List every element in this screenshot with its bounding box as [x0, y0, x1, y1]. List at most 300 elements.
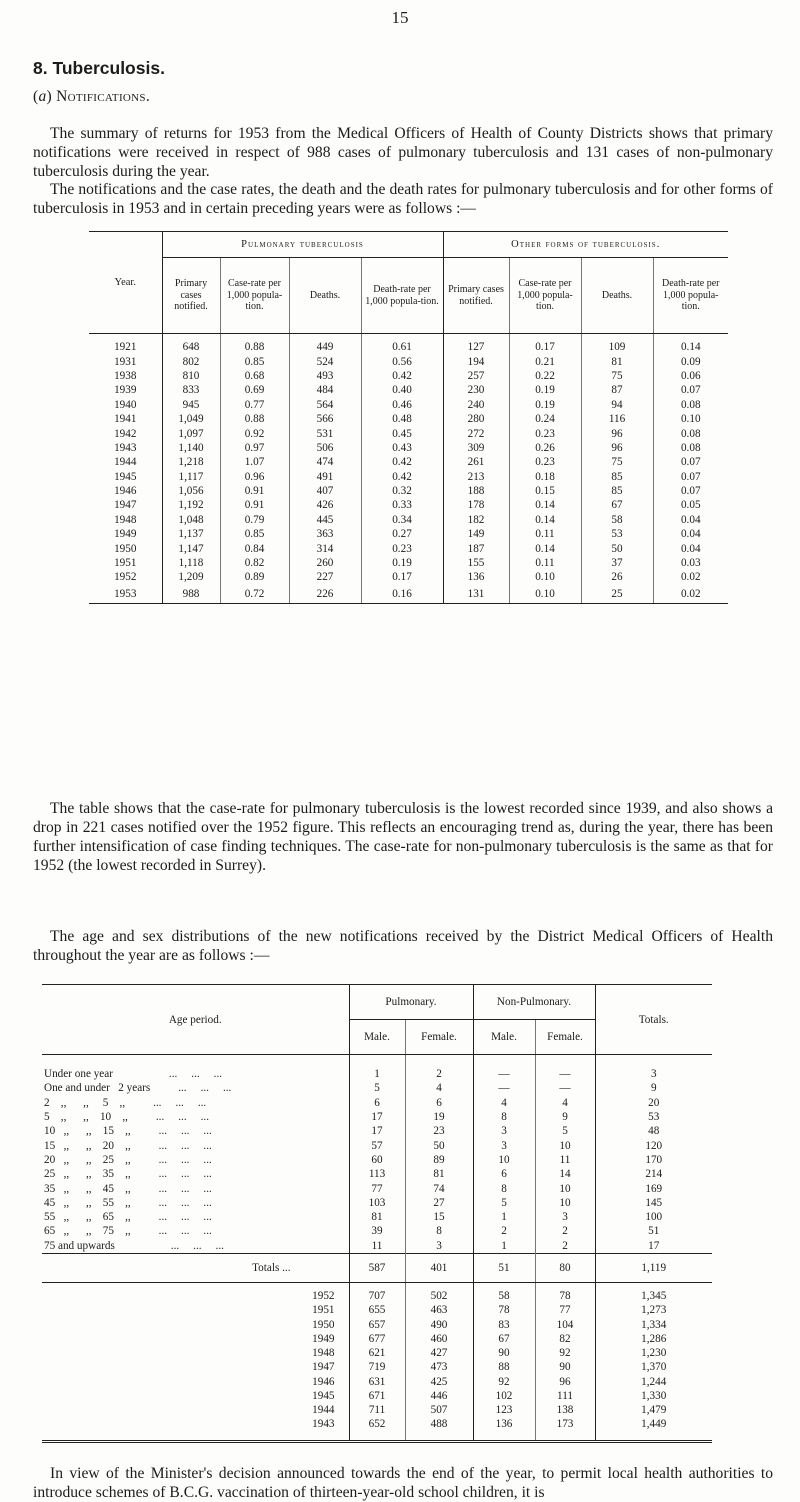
count-cell: 446 — [405, 1389, 473, 1403]
age-row — [42, 1153, 712, 1167]
value-cell: 96 — [581, 426, 653, 440]
value-cell: 0.14 — [509, 513, 581, 527]
value-cell: 67 — [581, 498, 653, 512]
value-cell: 0.14 — [509, 498, 581, 512]
value-cell: 0.19 — [509, 383, 581, 397]
year-cell: 1939 — [114, 384, 137, 397]
value-cell: 0.18 — [509, 470, 581, 484]
year-cell: 1931 — [114, 355, 137, 368]
value-cell: 0.88 — [220, 340, 289, 354]
value-cell: 0.07 — [653, 470, 728, 484]
section-title: 8. Tuberculosis. — [33, 58, 165, 78]
count-cell: 677 — [349, 1332, 405, 1346]
value-cell: 0.14 — [509, 541, 581, 555]
count-cell: 92 — [473, 1375, 535, 1389]
value-cell: 988 — [162, 585, 220, 604]
pulmonary-male-header: Male. — [349, 1020, 405, 1055]
value-cell: 53 — [581, 527, 653, 541]
value-cell: 484 — [289, 383, 361, 397]
value-cell: 0.08 — [653, 441, 728, 455]
count-cell: 425 — [405, 1375, 473, 1389]
value-cell: 0.45 — [361, 426, 443, 440]
count-cell: 1,334 — [595, 1317, 712, 1331]
value-cell: 1,097 — [162, 426, 220, 440]
age-row — [42, 1067, 712, 1081]
value-cell: 0.11 — [509, 527, 581, 541]
count-cell: 78 — [473, 1303, 535, 1317]
value-cell: 0.79 — [220, 513, 289, 527]
value-cell: 227 — [289, 570, 361, 584]
age-period-cell: Under one year ... ... ... — [44, 1068, 223, 1081]
value-cell: 0.21 — [509, 354, 581, 368]
count-cell: 1,330 — [595, 1389, 712, 1403]
totals-cell: 51 — [473, 1253, 535, 1282]
age-row — [42, 1096, 712, 1110]
value-cell: 0.04 — [653, 527, 728, 541]
age-period-cell: 75 and upwards ... ... ... — [44, 1239, 224, 1252]
year-row — [42, 1317, 712, 1331]
count-cell: 490 — [405, 1317, 473, 1331]
value-cell: 0.40 — [361, 383, 443, 397]
age-period-cell: 55 ,, ,, 65 ,, ... ... ... — [44, 1211, 212, 1224]
table1-row — [89, 354, 728, 368]
value-cell: 0.16 — [361, 585, 443, 604]
value-cell: 945 — [162, 398, 220, 412]
count-cell: 19 — [405, 1110, 473, 1124]
year-cell: 1947 — [312, 1361, 335, 1374]
value-cell: 1,118 — [162, 556, 220, 570]
count-cell: 502 — [405, 1289, 473, 1303]
value-cell: 0.17 — [509, 340, 581, 354]
age-period-cell: 15 ,, ,, 20 ,, ... ... ... — [44, 1139, 212, 1152]
totals-header: Totals. — [595, 985, 712, 1055]
count-cell: 74 — [405, 1181, 473, 1195]
value-cell: 213 — [443, 470, 509, 484]
value-cell: 0.23 — [361, 541, 443, 555]
value-cell: 0.19 — [509, 398, 581, 412]
value-cell: 0.69 — [220, 383, 289, 397]
value-cell: 0.14 — [653, 340, 728, 354]
count-cell: 27 — [405, 1196, 473, 1210]
value-cell: 0.42 — [361, 455, 443, 469]
year-cell: 1944 — [114, 456, 137, 469]
table1-row — [89, 527, 728, 541]
tuberculosis-rates-table — [89, 231, 728, 604]
value-cell: 155 — [443, 556, 509, 570]
count-cell: 427 — [405, 1346, 473, 1360]
value-cell: 0.85 — [220, 354, 289, 368]
count-cell: 1,286 — [595, 1332, 712, 1346]
value-cell: 314 — [289, 541, 361, 555]
age-period-cell: 20 ,, ,, 25 ,, ... ... ... — [44, 1153, 212, 1166]
count-cell: 2 — [473, 1224, 535, 1238]
table1-row — [89, 441, 728, 455]
other-forms-group-header: Other forms of tuberculosis. — [443, 232, 728, 258]
age-period-cell: 45 ,, ,, 55 ,, ... ... ... — [44, 1196, 212, 1209]
year-cell: 1950 — [312, 1318, 335, 1331]
paragraph-bcg: In view of the Minister's decision announced towards the end of the year, to permit local health authorities to introduce schemes of B.C.G. vaccination of thirteen-year-old school children, it is — [33, 1465, 773, 1501]
value-cell: 0.33 — [361, 498, 443, 512]
year-cell: 1949 — [114, 528, 137, 541]
count-cell: 2 — [535, 1224, 595, 1238]
count-cell: 8 — [473, 1110, 535, 1124]
count-cell: 96 — [535, 1375, 595, 1389]
count-cell: 123 — [473, 1403, 535, 1417]
value-cell: 149 — [443, 527, 509, 541]
count-cell: 2 — [535, 1239, 595, 1254]
table1-row — [89, 412, 728, 426]
value-cell: 0.23 — [509, 455, 581, 469]
count-cell: 507 — [405, 1403, 473, 1417]
table1-row — [89, 470, 728, 484]
count-cell: — — [473, 1081, 535, 1095]
table1-row — [89, 585, 728, 604]
count-cell: 103 — [349, 1196, 405, 1210]
value-cell: 280 — [443, 412, 509, 426]
count-cell: 100 — [595, 1210, 712, 1224]
count-cell: 4 — [535, 1096, 595, 1110]
count-cell: 671 — [349, 1389, 405, 1403]
count-cell: 6 — [405, 1096, 473, 1110]
count-cell: 1,244 — [595, 1375, 712, 1389]
value-cell: 0.97 — [220, 441, 289, 455]
count-cell: 90 — [535, 1360, 595, 1374]
age-period-cell: 65 ,, ,, 75 ,, ... ... ... — [44, 1225, 212, 1238]
count-cell: 104 — [535, 1317, 595, 1331]
count-cell: 113 — [349, 1167, 405, 1181]
value-cell: 0.02 — [653, 570, 728, 584]
value-cell: 37 — [581, 556, 653, 570]
value-cell: 75 — [581, 369, 653, 383]
value-cell: 0.84 — [220, 541, 289, 555]
count-cell: 67 — [473, 1332, 535, 1346]
age-period-cell: 2 ,, ,, 5 ,, ... ... ... — [44, 1096, 207, 1109]
col-death-rate: Death-rate per 1,000 popula-tion. — [361, 258, 443, 334]
table1-row — [89, 455, 728, 469]
value-cell: 524 — [289, 354, 361, 368]
value-cell: 0.48 — [361, 412, 443, 426]
value-cell: 802 — [162, 354, 220, 368]
count-cell: 5 — [349, 1081, 405, 1095]
count-cell: 1,273 — [595, 1303, 712, 1317]
value-cell: 0.56 — [361, 354, 443, 368]
count-cell: 655 — [349, 1303, 405, 1317]
year-row — [42, 1289, 712, 1303]
year-row — [42, 1303, 712, 1317]
count-cell: 9 — [535, 1110, 595, 1124]
count-cell: 15 — [405, 1210, 473, 1224]
count-cell: 8 — [473, 1181, 535, 1195]
value-cell: 178 — [443, 498, 509, 512]
count-cell: 88 — [473, 1360, 535, 1374]
count-cell: 14 — [535, 1167, 595, 1181]
age-row — [42, 1167, 712, 1181]
age-period-cell: 5 ,, ,, 10 ,, ... ... ... — [44, 1111, 210, 1124]
value-cell: 272 — [443, 426, 509, 440]
count-cell: 3 — [405, 1239, 473, 1254]
count-cell: 5 — [473, 1196, 535, 1210]
count-cell: 10 — [535, 1138, 595, 1152]
count-cell: 81 — [405, 1167, 473, 1181]
col-deaths: Deaths. — [289, 258, 361, 334]
paragraph-notifications: The notifications and the case rates, the death and the death rates for pulmonary tuberculosis and for other forms of tuberculosis in 1953 and in certain preceding years were as follows :— — [33, 181, 773, 217]
count-cell: 5 — [535, 1124, 595, 1138]
value-cell: 0.22 — [509, 369, 581, 383]
count-cell: 111 — [535, 1389, 595, 1403]
count-cell: 10 — [535, 1181, 595, 1195]
count-cell: 719 — [349, 1360, 405, 1374]
year-cell: 1951 — [312, 1304, 335, 1317]
count-cell: 17 — [349, 1124, 405, 1138]
paragraph-age-sex: The age and sex distributions of the new notifications received by the District Medical Officers of Health throughout the year are as follows :— — [33, 928, 773, 964]
value-cell: 0.24 — [509, 412, 581, 426]
age-period-cell: 25 ,, ,, 35 ,, ... ... ... — [44, 1168, 212, 1181]
value-cell: 0.06 — [653, 369, 728, 383]
value-cell: 182 — [443, 513, 509, 527]
non-pulmonary-header: Non-Pulmonary. — [473, 985, 595, 1020]
value-cell: 261 — [443, 455, 509, 469]
age-row — [42, 1138, 712, 1152]
value-cell: 0.72 — [220, 585, 289, 604]
age-period-cell: One and under 2 years ... ... ... — [44, 1082, 232, 1095]
value-cell: 0.77 — [220, 398, 289, 412]
year-cell: 1947 — [114, 499, 137, 512]
value-cell: 1,056 — [162, 484, 220, 498]
value-cell: 0.26 — [509, 441, 581, 455]
count-cell: 3 — [473, 1124, 535, 1138]
value-cell: 426 — [289, 498, 361, 512]
col-other-death-rate: Death-rate per 1,000 popula-tion. — [653, 258, 728, 334]
table1-row — [89, 556, 728, 570]
table1-row — [89, 398, 728, 412]
value-cell: 0.07 — [653, 383, 728, 397]
value-cell: 0.07 — [653, 455, 728, 469]
value-cell: 493 — [289, 369, 361, 383]
value-cell: 0.07 — [653, 484, 728, 498]
count-cell: 89 — [405, 1153, 473, 1167]
value-cell: 240 — [443, 398, 509, 412]
page-number: 15 — [391, 8, 409, 27]
value-cell: 0.46 — [361, 398, 443, 412]
value-cell: 648 — [162, 340, 220, 354]
paragraph-analysis: The table shows that the case-rate for pulmonary tuberculosis is the lowest recorded since 1939, and also shows a drop in 221 cases notified over the 1952 figure. This reflects an encouraging trend as, during the year, there has been further intensification of case finding techniques. The case-rate for non-pulmonary tuberculosis is the same as that for 1952 (the lowest recorded in Surrey). — [33, 800, 773, 874]
count-cell: 214 — [595, 1167, 712, 1181]
year-cell: 1943 — [312, 1417, 335, 1430]
year-cell: 1949 — [312, 1332, 335, 1345]
count-cell: 169 — [595, 1181, 712, 1195]
count-cell: 3 — [473, 1138, 535, 1152]
count-cell: 8 — [405, 1224, 473, 1238]
count-cell: 11 — [349, 1239, 405, 1254]
totals-cell: 1,119 — [595, 1253, 712, 1282]
year-cell: 1921 — [114, 341, 137, 354]
value-cell: 0.04 — [653, 513, 728, 527]
age-row — [42, 1210, 712, 1224]
non-pulmonary-male-header: Male. — [473, 1020, 535, 1055]
value-cell: 0.32 — [361, 484, 443, 498]
count-cell: 92 — [535, 1346, 595, 1360]
year-cell: 1938 — [114, 369, 137, 382]
table1-row — [89, 513, 728, 527]
year-cell: 1944 — [312, 1404, 335, 1417]
count-cell: 57 — [349, 1138, 405, 1152]
value-cell: 0.10 — [509, 570, 581, 584]
count-cell: 58 — [473, 1289, 535, 1303]
year-cell: 1952 — [312, 1290, 335, 1302]
value-cell: 257 — [443, 369, 509, 383]
value-cell: 136 — [443, 570, 509, 584]
value-cell: 0.34 — [361, 513, 443, 527]
table1-row — [89, 340, 728, 354]
count-cell: 53 — [595, 1110, 712, 1124]
value-cell: 1,140 — [162, 441, 220, 455]
value-cell: 1,049 — [162, 412, 220, 426]
count-cell: 81 — [349, 1210, 405, 1224]
count-cell: — — [535, 1067, 595, 1081]
table1-row — [89, 570, 728, 584]
value-cell: 363 — [289, 527, 361, 541]
value-cell: 1,048 — [162, 513, 220, 527]
value-cell: 226 — [289, 585, 361, 604]
age-row — [42, 1239, 712, 1254]
value-cell: 0.42 — [361, 470, 443, 484]
col-other-case-rate: Case-rate per 1,000 popula-tion. — [509, 258, 581, 334]
value-cell: 564 — [289, 398, 361, 412]
count-cell: 145 — [595, 1196, 712, 1210]
count-cell: 17 — [595, 1239, 712, 1254]
value-cell: 0.19 — [361, 556, 443, 570]
year-cell: 1953 — [89, 585, 162, 604]
value-cell: 0.68 — [220, 369, 289, 383]
count-cell: 90 — [473, 1346, 535, 1360]
value-cell: 187 — [443, 541, 509, 555]
count-cell: 2 — [405, 1067, 473, 1081]
totals-cell: 587 — [349, 1253, 405, 1282]
value-cell: 1,209 — [162, 570, 220, 584]
count-cell: 51 — [595, 1224, 712, 1238]
year-row — [42, 1375, 712, 1389]
count-cell: 10 — [535, 1196, 595, 1210]
age-row — [42, 1196, 712, 1210]
count-cell: 3 — [595, 1067, 712, 1081]
value-cell: 0.03 — [653, 556, 728, 570]
count-cell: 9 — [595, 1081, 712, 1095]
value-cell: 0.89 — [220, 570, 289, 584]
count-cell: 102 — [473, 1389, 535, 1403]
totals-label: Totals ... — [42, 1253, 349, 1282]
year-cell: 1951 — [114, 557, 137, 570]
value-cell: 0.10 — [509, 585, 581, 604]
count-cell: 1,449 — [595, 1418, 712, 1442]
count-cell: 10 — [473, 1153, 535, 1167]
count-cell: — — [535, 1081, 595, 1095]
count-cell: 711 — [349, 1403, 405, 1417]
value-cell: 188 — [443, 484, 509, 498]
col-other-primary-cases: Primary cases notified. — [443, 258, 509, 334]
year-cell: 1948 — [114, 513, 137, 526]
year-cell: 1941 — [114, 413, 137, 426]
age-row — [42, 1181, 712, 1195]
value-cell: 0.91 — [220, 484, 289, 498]
count-cell: 138 — [535, 1403, 595, 1417]
count-cell: 120 — [595, 1138, 712, 1152]
year-cell: 1950 — [114, 542, 137, 555]
value-cell: 26 — [581, 570, 653, 584]
value-cell: 85 — [581, 484, 653, 498]
value-cell: 87 — [581, 383, 653, 397]
count-cell: 1 — [473, 1239, 535, 1254]
value-cell: 0.08 — [653, 398, 728, 412]
value-cell: 0.42 — [361, 369, 443, 383]
value-cell: 309 — [443, 441, 509, 455]
age-sex-distribution-table — [42, 984, 712, 1443]
count-cell: 1,370 — [595, 1360, 712, 1374]
value-cell: 75 — [581, 455, 653, 469]
col-other-deaths: Deaths. — [581, 258, 653, 334]
value-cell: 94 — [581, 398, 653, 412]
col-case-rate: Case-rate per 1,000 popula-tion. — [220, 258, 289, 334]
value-cell: 0.92 — [220, 426, 289, 440]
year-cell: 1940 — [114, 398, 137, 411]
value-cell: 0.85 — [220, 527, 289, 541]
totals-row — [42, 1253, 712, 1282]
age-row — [42, 1224, 712, 1238]
count-cell: 170 — [595, 1153, 712, 1167]
count-cell: 48 — [595, 1124, 712, 1138]
count-cell: 78 — [535, 1289, 595, 1303]
year-row — [42, 1403, 712, 1417]
table1-row — [89, 369, 728, 383]
count-cell: 1 — [349, 1067, 405, 1081]
value-cell: 531 — [289, 426, 361, 440]
count-cell: 60 — [349, 1153, 405, 1167]
count-cell: — — [473, 1067, 535, 1081]
value-cell: 407 — [289, 484, 361, 498]
count-cell: 1,479 — [595, 1403, 712, 1417]
year-cell: 1945 — [312, 1390, 335, 1403]
count-cell: 83 — [473, 1317, 535, 1331]
count-cell: 39 — [349, 1224, 405, 1238]
value-cell: 0.11 — [509, 556, 581, 570]
subsection-title: (a) Notifications. — [33, 88, 150, 105]
value-cell: 96 — [581, 441, 653, 455]
count-cell: 1 — [473, 1210, 535, 1224]
value-cell: 0.05 — [653, 498, 728, 512]
year-cell: 1946 — [312, 1375, 335, 1388]
value-cell: 81 — [581, 354, 653, 368]
value-cell: 1,147 — [162, 541, 220, 555]
value-cell: 566 — [289, 412, 361, 426]
count-cell: 136 — [473, 1418, 535, 1442]
count-cell: 17 — [349, 1110, 405, 1124]
value-cell: 1,218 — [162, 455, 220, 469]
value-cell: 194 — [443, 354, 509, 368]
count-cell: 473 — [405, 1360, 473, 1374]
count-cell: 463 — [405, 1303, 473, 1317]
count-cell: 621 — [349, 1346, 405, 1360]
count-cell: 23 — [405, 1124, 473, 1138]
count-cell: 631 — [349, 1375, 405, 1389]
value-cell: 50 — [581, 541, 653, 555]
year-row — [42, 1389, 712, 1403]
count-cell: 82 — [535, 1332, 595, 1346]
year-header: Year. — [89, 232, 162, 334]
value-cell: 25 — [581, 585, 653, 604]
value-cell: 0.96 — [220, 470, 289, 484]
age-period-header: Age period. — [42, 985, 349, 1055]
table1-row — [89, 426, 728, 440]
col-primary-cases: Primary cases notified. — [162, 258, 220, 334]
